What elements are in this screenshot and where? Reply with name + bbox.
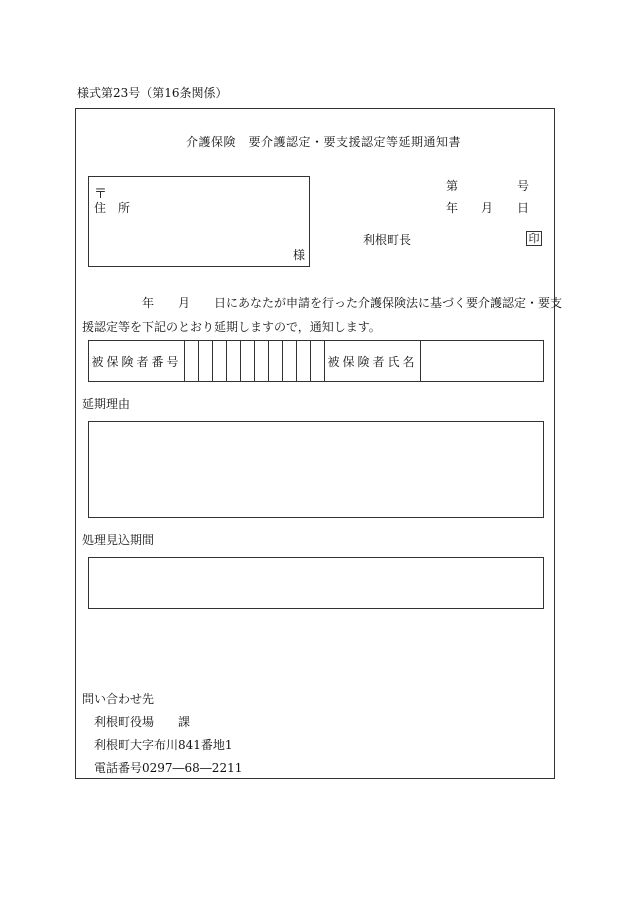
honorific-sama: 様: [293, 248, 306, 262]
contact-office: 利根町役場 課: [94, 715, 191, 729]
date-year: 年: [446, 201, 459, 215]
body-month: 月: [178, 296, 191, 310]
document-title: 介護保険 要介護認定・要支援認定等延期通知書: [186, 135, 462, 149]
digit-cell[interactable]: [241, 341, 255, 381]
digit-cell[interactable]: [283, 341, 297, 381]
contact-phone: 電話番号0297―68―2211: [94, 761, 243, 775]
digit-cell[interactable]: [311, 341, 325, 381]
insured-number-label: 被保険者番号: [89, 341, 185, 381]
form-number: 様式第23号（第16条関係）: [77, 86, 228, 100]
insured-table: [88, 340, 544, 382]
digit-cell[interactable]: [255, 341, 269, 381]
address-label: 住 所: [94, 201, 131, 215]
date-month: 月: [481, 201, 494, 215]
digit-cell[interactable]: [269, 341, 283, 381]
delay-reason-label: 延期理由: [82, 397, 131, 411]
seal-mark: 印: [526, 231, 542, 246]
body-year: 年: [142, 296, 155, 310]
number-prefix: 第: [446, 179, 459, 193]
address-box: [88, 176, 310, 267]
processing-period-box[interactable]: [88, 557, 544, 609]
digit-cell[interactable]: [213, 341, 227, 381]
digit-cell[interactable]: [227, 341, 241, 381]
number-suffix: 号: [517, 179, 530, 193]
insured-name-label: 被保険者氏名: [325, 341, 421, 381]
digit-cell[interactable]: [185, 341, 199, 381]
digit-cell[interactable]: [297, 341, 311, 381]
issuer-name: 利根町長: [363, 233, 412, 247]
date-day: 日: [517, 201, 530, 215]
insured-name-field[interactable]: [421, 341, 543, 381]
contact-heading: 問い合わせ先: [82, 692, 155, 706]
body-line2: 援認定等を下記のとおり延期しますので，通知します。: [82, 320, 381, 334]
postal-mark: 〒: [94, 187, 108, 202]
contact-address: 利根町大字布川841番地1: [94, 738, 233, 752]
body-line1: 日にあなたが申請を行った介護保険法に基づく要介護認定・要支: [214, 296, 563, 310]
processing-period-label: 処理見込期間: [82, 533, 155, 547]
delay-reason-box[interactable]: [88, 421, 544, 518]
digit-cell[interactable]: [199, 341, 213, 381]
